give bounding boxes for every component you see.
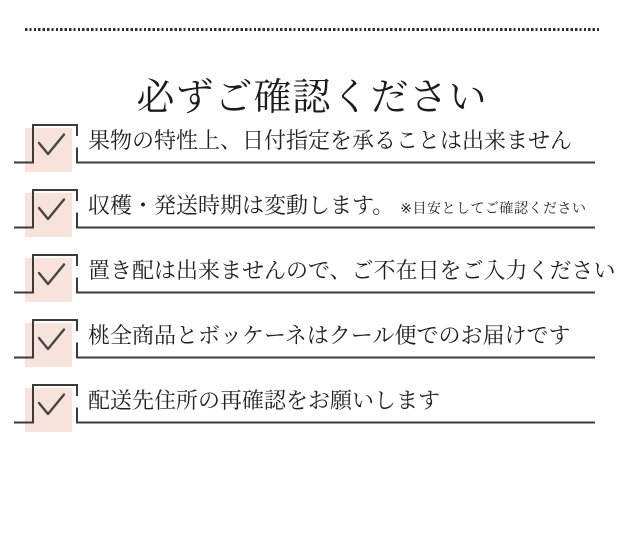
page-title: 必ずご確認ください (136, 75, 488, 120)
checklist-item-text (88, 257, 616, 289)
dotted-divider (25, 28, 599, 31)
checklist (0, 113, 624, 438)
item-text: 配送先住所の再確認をお願いします (88, 389, 441, 414)
item-text: 収穫・発送時期は変動します。 (88, 194, 395, 219)
checklist-item-text (88, 322, 608, 354)
checklist-item (0, 113, 624, 178)
checklist-item (0, 178, 624, 243)
checklist-item-text (88, 387, 608, 419)
checklist-item (0, 373, 624, 438)
item-text: 果物の特性上、日付指定を承ることは出来ません (88, 129, 573, 154)
item-text: 桃全商品とボッケーネはクール便でのお届けです (88, 324, 571, 349)
item-note: ※目安としてご確認ください (400, 201, 587, 217)
checklist-item (0, 308, 624, 373)
item-text: 置き配は出来ませんので、ご不在日をご入力ください (88, 259, 616, 284)
checklist-item (0, 243, 624, 308)
checklist-item-text (88, 192, 608, 224)
checklist-item-text (88, 127, 608, 159)
